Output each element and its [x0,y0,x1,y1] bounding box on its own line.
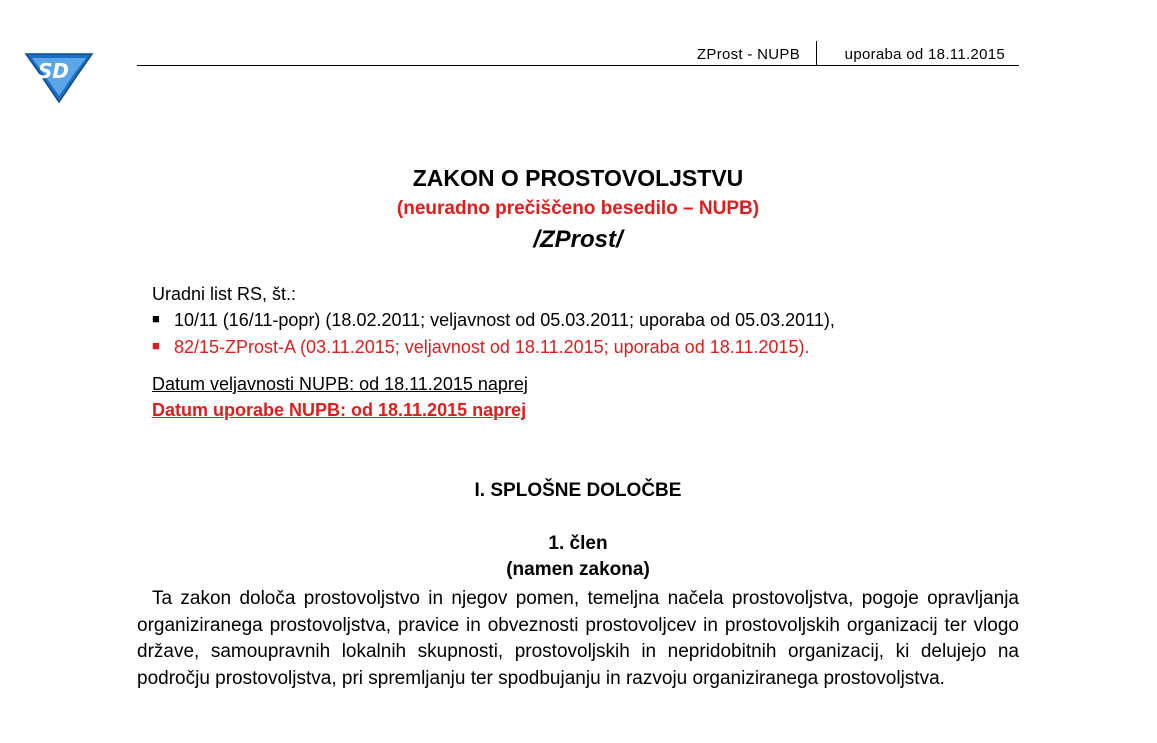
gazette-item-text: 82/15-ZProst-A (03.11.2015; veljavnost od 18.11.2015; uporaba od 18.11.2015). [174,337,810,357]
article-title: (namen zakona) [506,559,650,580]
document-abbreviation: /ZProst/ [533,226,623,253]
document-title: ZAKON O PROSTOVOLJSTVU [412,165,744,191]
validity-date: Datum veljavnosti NUPB: od 18.11.2015 naprej [152,374,528,394]
bullet-icon: ■ [152,311,160,326]
running-header [137,45,1019,66]
gazette-item-text: 10/11 (16/11-popr) (18.02.2011; veljavnost od 05.03.2011; uporaba od 05.03.2011), [174,310,835,330]
article-number: 1. člen [548,533,608,554]
header-separator [816,41,818,65]
document-subtitle: (neuradno prečiščeno besedilo – NUPB) [396,198,760,219]
header-code: ZProst - NUPB [696,46,800,63]
application-date: Datum uporabe NUPB: od 18.11.2015 naprej [152,400,527,420]
gazette-item-amendment [152,337,809,358]
bullet-icon: ■ [152,338,160,353]
sd-shield-logo-icon [22,44,96,104]
svg-text:SD: SD [38,59,70,83]
section-heading: I. SPLOŠNE DOLOČBE [474,480,682,501]
gazette-label: Uradni list RS, št.: [152,284,297,304]
article-paragraph: Ta zakon določa prostovoljstvo in njegov pomen, temeljna načela prostovoljstva, pogoje opravljanja organiziranega prostovoljstva, pravice in obveznosti prostovoljcev in prostovoljskih organizacij ter vlogo države, samoupravnih lokalnih skupnosti, prostovoljskih in nepridobitnih organizacij, ki delujejo na področju prostovoljstva, pri spremljanju ter spodbujanju in razvoju organiziranega prostovoljstva. [137,588,1019,689]
header-date: uporaba od 18.11.2015 [844,46,1005,63]
gazette-item [152,310,835,331]
